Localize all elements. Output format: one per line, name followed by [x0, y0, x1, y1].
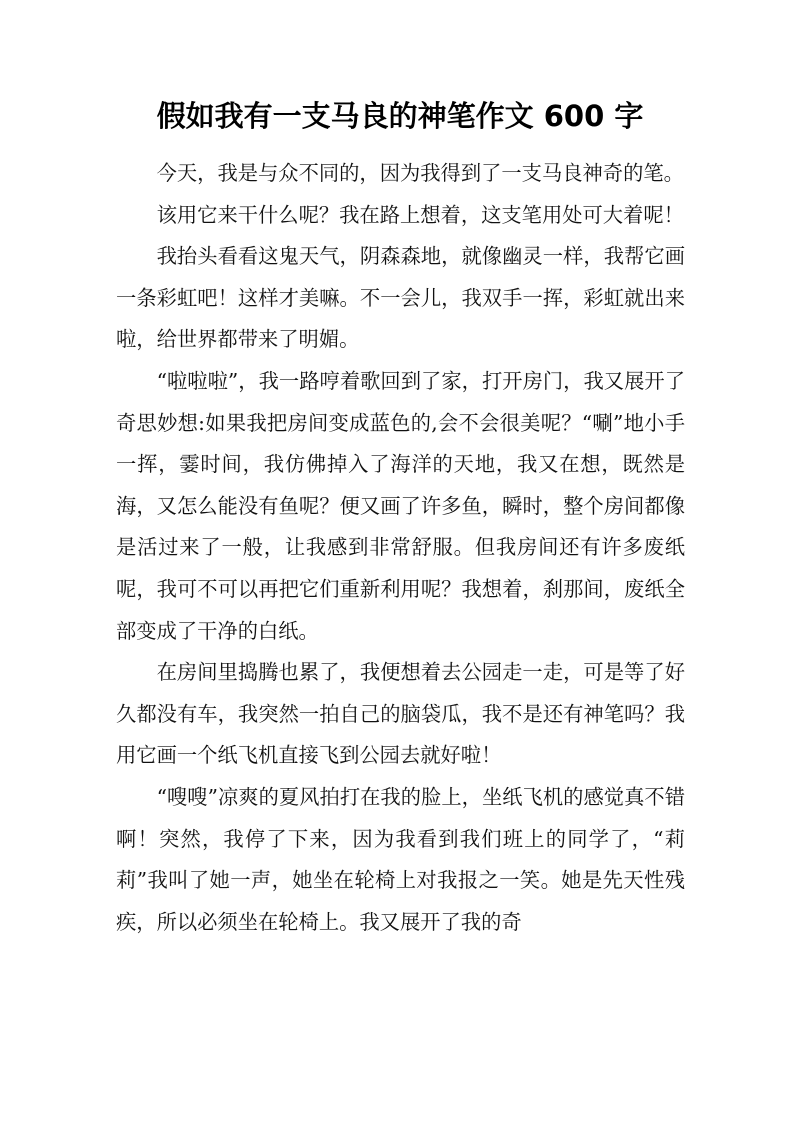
paragraph-3: 我抬头看看这鬼天气，阴森森地，就像幽灵一样，我帮它画一条彩虹吧！这样才美嘛。不一会儿，我双手一挥，彩虹就出来啦，给世界都带来了明媚。 — [116, 244, 685, 352]
document-title: 假如我有一支马良的神笔作文 600 字 — [156, 99, 644, 133]
paragraph-5: 在房间里捣腾也累了，我便想着去公园走一走，可是等了好久都没有车，我突然一拍自己的脑袋瓜，我不是还有神笔吗？我用它画一个纸飞机直接飞到公园去就好啦！ — [116, 660, 685, 768]
paragraph-4: “啦啦啦”，我一路哼着歌回到了家，打开房门，我又展开了奇思妙想:如果我把房间变成蓝色的,会不会很美呢？“唰”地小手一挥，霎时间，我仿佛掉入了海洋的天地，我又在想，既然是海，又怎么能没有鱼呢？便又画了许多鱼，瞬时，整个房间都像是活过来了一般，让我感到非常舒服。但我房间还有许多废纸呢，我可不可以再把它们重新利用呢？我想着，刹那间，废纸全部变成了干净的白纸。 — [116, 368, 685, 643]
paragraph-1: 今天，我是与众不同的，因为我得到了一支马良神奇的笔。 — [156, 161, 684, 185]
document-body — [116, 153, 685, 943]
paragraph-2: 该用它来干什么呢？我在路上想着，这支笔用处可大着呢！ — [156, 202, 684, 227]
paragraph-6: “嗖嗖”凉爽的夏风拍打在我的脸上，坐纸飞机的感觉真不错啊！突然，我停了下来，因为我看到我们班上的同学了，“莉莉”我叫了她一声，她坐在轮椅上对我报之一笑。她是先天性残疾，所以必须坐在轮椅上。我又展开了我的奇 — [116, 784, 685, 934]
